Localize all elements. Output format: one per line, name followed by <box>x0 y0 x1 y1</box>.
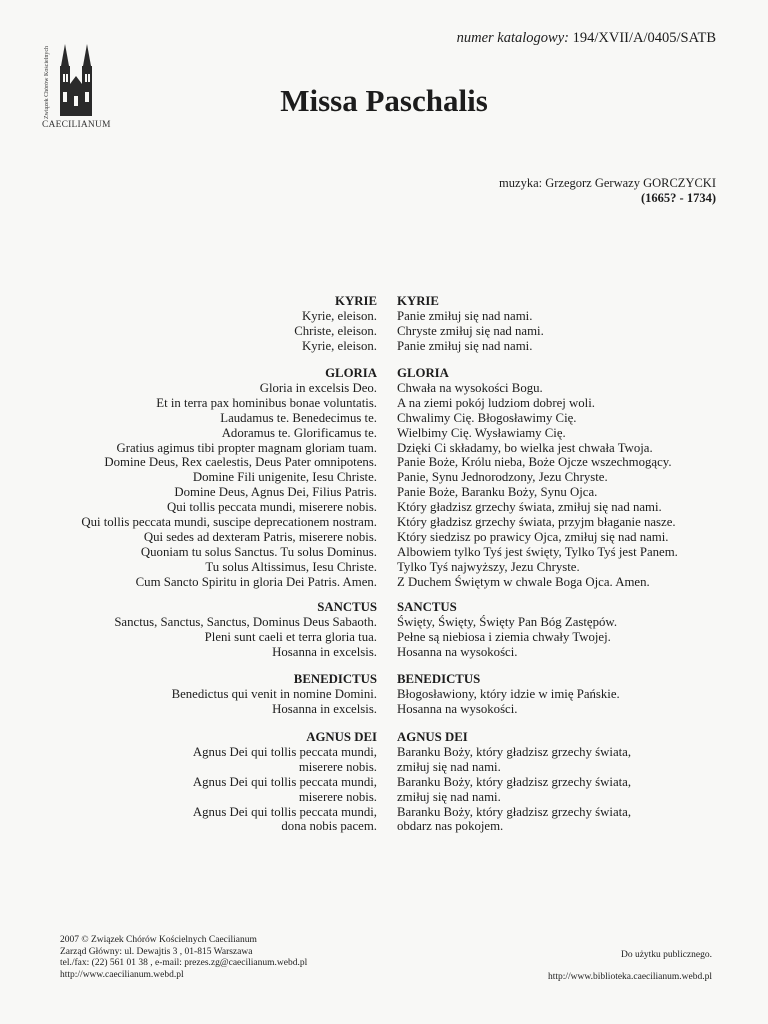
latin-heading: SANCTUS <box>317 600 377 614</box>
polish-line: Chwalimy Cię. Błogosławimy Cię. <box>397 410 577 425</box>
polish-line: Chryste zmiłuj się nad nami. <box>397 323 544 338</box>
latin-line: Agnus Dei qui tollis peccata mundi, <box>192 744 377 759</box>
polish-column <box>397 600 617 660</box>
public-use-note: Do użytku publicznego. <box>620 950 712 960</box>
polish-line: Z Duchem Świętym w chwale Boga Ojca. Amen. <box>397 574 650 589</box>
composer-dates: (1665? - 1734) <box>641 191 716 205</box>
polish-column <box>397 294 544 354</box>
polish-line: Błogosławiony, który idzie w imię Pańskie. <box>397 686 620 701</box>
contact-line: tel./fax: (22) 561 01 38 , e-mail: prezes.zg@caecilianum.webd.pl <box>60 958 308 968</box>
latin-line: Sanctus, Sanctus, Sanctus, Dominus Deus Sabaoth. <box>114 614 377 629</box>
polish-line: Pełne są niebiosa i ziemia chwały Twojej. <box>397 629 611 644</box>
latin-line: Tu solus Altissimus, Iesu Christe. <box>205 559 377 574</box>
polish-heading: BENEDICTUS <box>397 672 481 686</box>
polish-line: Panie zmiłuj się nad nami. <box>397 308 533 323</box>
latin-line: Qui tollis peccata mundi, suscipe deprecationem nostram. <box>81 515 377 530</box>
latin-line: miserere nobis. <box>298 789 377 804</box>
polish-line: Albowiem tylko Tyś jest święty, Tylko Tyś jest Panem. <box>397 544 678 559</box>
latin-column <box>294 294 377 354</box>
latin-heading: GLORIA <box>325 366 377 380</box>
polish-line: Święty, Święty, Święty Pan Bóg Zastępów. <box>397 614 618 629</box>
latin-line: Kyrie, eleison. <box>302 338 377 353</box>
composer-line <box>499 176 716 191</box>
latin-line: Et in terra pax hominibus bonae voluntatis. <box>156 395 377 410</box>
polish-line: Panie Boże, Królu nieba, Boże Ojcze wszechmogący. <box>397 455 672 470</box>
latin-line: Gloria in excelsis Deo. <box>259 380 377 395</box>
latin-line: dona nobis pacem. <box>281 819 377 834</box>
publisher-info <box>60 935 307 981</box>
catalog-value: 194/XVII/A/0405/SATB <box>572 30 716 46</box>
latin-column <box>193 730 377 834</box>
publisher-url[interactable]: http://www.caecilianum.webd.pl <box>60 969 184 980</box>
composer-block <box>499 176 716 206</box>
library-url[interactable]: http://www.biblioteka.caecilianum.webd.pl <box>547 972 712 982</box>
polish-column <box>397 366 678 590</box>
polish-line: Który gładzisz grzechy świata, zmiłuj się nad nami. <box>397 500 662 515</box>
latin-heading: AGNUS DEI <box>306 730 377 744</box>
logo-vertical-text: Związek Chórów Kościelnych <box>44 46 50 119</box>
latin-heading: BENEDICTUS <box>293 672 377 686</box>
polish-line: Panie zmiłuj się nad nami. <box>397 338 533 353</box>
latin-column <box>114 600 377 660</box>
polish-line: zmiłuj się nad nami. <box>397 789 501 804</box>
polish-line: zmiłuj się nad nami. <box>397 759 501 774</box>
latin-heading: KYRIE <box>335 294 377 308</box>
latin-line: Gratius agimus tibi propter magnam gloriam tuam. <box>116 440 377 455</box>
polish-line: Baranku Boży, który gładzisz grzechy świata, <box>397 774 632 789</box>
polish-line: Baranku Boży, który gładzisz grzechy świata, <box>397 744 632 759</box>
polish-line: Tylko Tyś najwyższy, Jezu Chryste. <box>397 559 580 574</box>
latin-line: Hosanna in excelsis. <box>272 701 377 716</box>
latin-line: Cum Sancto Spiritu in gloria Dei Patris. Amen. <box>135 574 377 589</box>
latin-line: Qui sedes ad dexteram Patris, miserere nobis. <box>143 529 377 544</box>
latin-line: Domine Deus, Agnus Dei, Filius Patris. <box>174 485 377 500</box>
latin-line: Laudamus te. Benedecimus te. <box>220 410 377 425</box>
polish-line: Chwała na wysokości Bogu. <box>397 380 543 395</box>
polish-heading: SANCTUS <box>397 600 457 614</box>
latin-line: Quoniam tu solus Sanctus. Tu solus Dominus. <box>140 544 377 559</box>
polish-heading: AGNUS DEI <box>397 730 468 744</box>
latin-line: Domine Fili unigenite, Iesu Christe. <box>192 470 377 485</box>
latin-line: Christe, eleison. <box>294 323 377 338</box>
copyright-line: 2007 © Związek Chórów Kościelnych Caecilianum <box>60 935 257 945</box>
latin-line: Qui tollis peccata mundi, miserere nobis. <box>166 500 377 515</box>
page-title: Missa Paschalis <box>280 83 488 118</box>
polish-line: obdarz nas pokojem. <box>397 819 504 834</box>
latin-line: Pleni sunt caeli et terra gloria tua. <box>204 629 377 644</box>
polish-line: Który siedzisz po prawicy Ojca, zmiłuj się nad nami. <box>397 529 669 544</box>
polish-heading: GLORIA <box>397 366 449 380</box>
polish-heading: KYRIE <box>397 294 439 308</box>
catalog-label: numer katalogowy: <box>456 30 569 46</box>
catalog-number <box>457 30 716 47</box>
latin-line: miserere nobis. <box>298 759 377 774</box>
composer-name: Grzegorz Gerwazy GORCZYCKI <box>545 176 716 190</box>
polish-line: Który gładzisz grzechy świata, przyjm błaganie nasze. <box>397 515 676 530</box>
polish-column <box>397 672 620 717</box>
latin-line: Domine Deus, Rex caelestis, Deus Pater omnipotens. <box>104 455 377 470</box>
latin-column <box>81 366 377 590</box>
logo-name: CAECILIANUM <box>42 120 111 130</box>
latin-line: Kyrie, eleison. <box>302 308 377 323</box>
latin-column <box>172 672 377 717</box>
polish-line: Wielbimy Cię. Wysławiamy Cię. <box>397 425 566 440</box>
polish-line: Panie Boże, Baranku Boży, Synu Ojca. <box>397 485 598 500</box>
latin-line: Agnus Dei qui tollis peccata mundi, <box>192 804 377 819</box>
polish-line: Baranku Boży, który gładzisz grzechy świata, <box>397 804 632 819</box>
latin-line: Agnus Dei qui tollis peccata mundi, <box>192 774 377 789</box>
polish-column <box>397 730 631 834</box>
polish-line: Panie, Synu Jednorodzony, Jezu Chryste. <box>397 470 608 485</box>
polish-line: Dzięki Ci składamy, bo wielka jest chwała Twoja. <box>397 440 653 455</box>
polish-line: Hosanna na wysokości. <box>397 644 518 659</box>
polish-line: Hosanna na wysokości. <box>397 701 518 716</box>
latin-line: Benedictus qui venit in nomine Domini. <box>171 686 377 701</box>
latin-line: Adoramus te. Glorificamus te. <box>221 425 377 440</box>
composer-label: muzyka: <box>499 176 543 190</box>
latin-line: Hosanna in excelsis. <box>272 644 377 659</box>
polish-line: A na ziemi pokój ludziom dobrej woli. <box>397 395 595 410</box>
address-line: Zarząd Główny: ul. Dewajtis 3 , 01-815 Warszawa <box>60 946 253 957</box>
